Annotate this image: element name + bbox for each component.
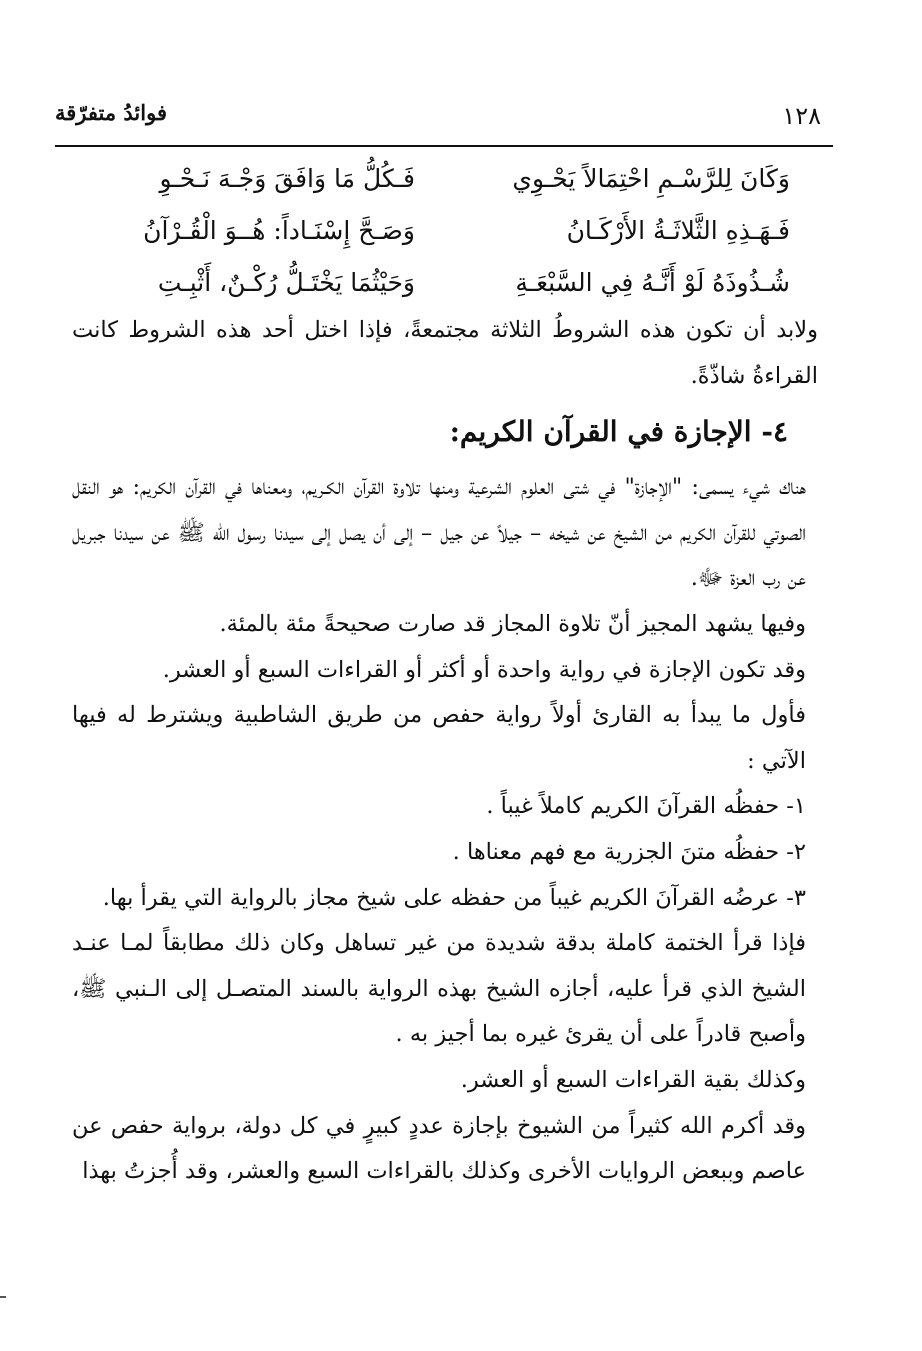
paragraph: وفيها يشهد المجيز أنّ تلاوة المجاز قد صارت صحيحةً مئة بالمئة. [219,610,806,637]
paragraph: وكذلك بقية القراءات السبع أو العشر. [460,1066,806,1093]
list-item: ٢- حفظُه متنَ الجزرية مع فهم معناها . [452,838,806,865]
scan-edge-mark [0,1296,6,1298]
paragraph: ولابد أن تكون هذه الشروطُ الثلاثة مجتمعةً، فإذا اختل أحد هذه الشروط كانت القراءةُ شاذّةً. [72,317,818,389]
page-number: ١٢٨ [782,102,821,130]
body-text [72,308,818,1195]
running-title: فوائدُ متفرّقة [55,100,167,125]
paragraph: فأول ما يبدأ به القارئ أولاً رواية حفص من طريق الشاطبية ويشترط له فيها الآتي : [72,702,806,774]
paragraph: فإذا قرأ الختمة كاملة بدقة شديدة من غير تساهل وكان ذلك مطابقاً لمـا عنـد الشيخ الذي قرأ عليه، أجازه الشيخ بهذه الرواية بالسند المتصـل إلى الـنبي ﷺ، وأصبح قادراً على أن يقرئ غيره بما أجيز به . [72,930,806,1048]
paragraph: هناك شيء يسمى: "الإجازة" في شتى العلوم الشرعية ومنها تلاوة القرآن الكـريم، ومعناها في القرآن الكريم: هو النقل الصوتي للقرآن الكريم من الشيخ عن شيخه – جيلاً عن جيل – إلى أن يصل إلى سيدنا رسول الله ﷺ عن سيدنا جبريل عن رب العزة ﷻ. [72,474,806,592]
verse-first-hemistich: وَصَـحَّ إِسْنَـاداً: هُــوَ الْقُـرْآنُ [143,215,415,245]
paragraph: وقد تكون الإجازة في رواية واحدة أو أكثر أو القراءات السبع أو العشر. [162,656,806,683]
section-heading: ٤- الإجازة في القرآن الكريم: [449,415,788,449]
poem-verse [100,256,790,308]
verse-second-hemistich: شُـذُوذَهُ لَوْ أَنَّـهُ فِي السَّبْعَـةِ [515,267,790,297]
poem-verse [100,204,790,256]
header-rule [55,145,833,147]
list-item: ١- حفظُه القرآنَ الكريم كاملاً غيباً . [486,793,806,820]
verse-second-hemistich: فَـهَـذِهِ الثَّلاثَـةُ الأَرْكَـانُ [566,215,790,245]
poem-block [100,152,790,308]
page-header [55,98,833,138]
list-item: ٣- عرضُه القرآنَ الكريم غيباً من حفظه على شيخ مجاز بالرواية التي يقرأ بها. [102,884,806,911]
verse-first-hemistich: فَـكُلُّ مَا وَافَقَ وَجْـهَ نَـحْـوِ [159,163,415,193]
poem-verse [100,152,790,204]
verse-first-hemistich: وَحَيْثُمَا يَخْتَـلُّ رُكْـنٌ، أَثْبِـتِ [157,267,415,297]
verse-second-hemistich: وَكَانَ لِلرَّسْـمِ احْتِمَالاً يَحْـوِي [512,163,790,193]
paragraph: وقد أكرم الله كثيراً من الشيوخ بإجازة عددٍ كبيرٍ في كل دولة، برواية حفص عن عاصم وببعض الروايات الأخرى وكذلك بالقراءات السبع والعشر، وقد أُجزتُ بهذا [72,1112,806,1185]
